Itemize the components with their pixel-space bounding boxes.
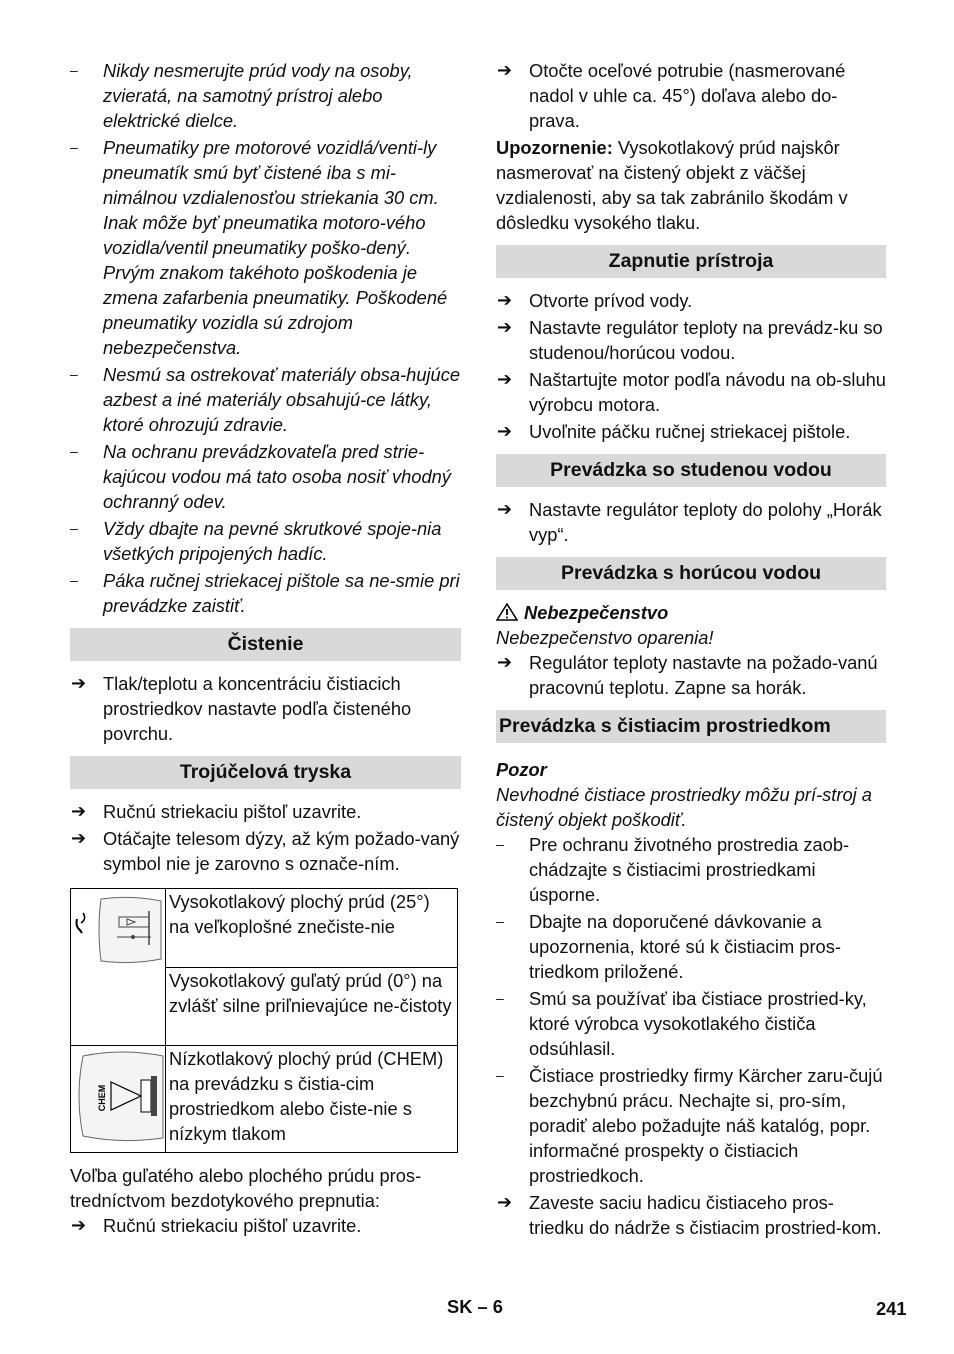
right-arrow-icon: ➔ [71, 673, 87, 693]
dash-icon: – [496, 990, 504, 1006]
danger-heading: Nebezpečenstvo [496, 600, 886, 625]
step-item: ➔ Nastavte regulátor teploty na prevádz-ku so studenou/horúcou vodou. [497, 317, 883, 363]
dash-icon: – [70, 443, 78, 459]
dash-icon: – [70, 366, 78, 382]
section-heading-cleaning: Čistenie [70, 628, 461, 661]
section-heading-start: Zapnutie prístroja [496, 245, 886, 278]
dash-icon: – [496, 1067, 504, 1083]
danger-text: Nebezpečenstvo oparenia! [496, 627, 714, 648]
right-column [496, 58, 886, 1242]
warning-item: – Vždy dbajte na pevné skrutkové spoje-nia všetkých pripojených hadíc. [70, 518, 442, 564]
step-item: ➔ Naštartujte motor podľa návodu na ob-sluhu výrobcu motora. [497, 369, 886, 415]
step-item: ➔ Regulátor teploty nastavte na požado-vanú pracovnú teplotu. Zapne sa horák. [497, 652, 878, 698]
nozzle-chem-icon [71, 1046, 165, 1146]
svg-text:CHEM: CHEM [97, 1084, 107, 1112]
right-arrow-icon: ➔ [71, 801, 87, 821]
right-arrow-icon: ➔ [497, 1192, 513, 1212]
warning-triangle-icon [496, 603, 518, 621]
note-item: – Dbajte na doporučené dávkovanie a upozornenia, ktoré sú k čistiacim pros-triedkom priložené. [496, 911, 841, 982]
footer-page-number: 241 [876, 1298, 907, 1319]
step-item: ➔ Zaveste saciu hadicu čistiaceho pros-triedku do nádrže s čistiacim prostried-kom. [497, 1192, 882, 1238]
caution-heading: Pozor [496, 759, 547, 780]
nozzle-chem-image [71, 1046, 166, 1153]
selection-text: Voľba guľatého alebo plochého prúdu pros-tredníctvom bezdotykového prepnutia: [70, 1165, 422, 1211]
step-item: ➔ Nastavte regulátor teploty do polohy „Horák vyp“. [497, 499, 882, 545]
dash-icon: – [70, 520, 78, 536]
step-item: ➔ Tlak/teplotu a koncentráciu čistiacich prostriedkov nastavte podľa čisteného povrchu. [71, 673, 412, 744]
safety-warnings-list [70, 58, 461, 618]
note-label: Upozornenie: [496, 137, 613, 158]
step-item: ➔ Uvoľnite páčku ručnej striekacej pištole. [497, 421, 851, 442]
note-item: – Čistiace prostriedky firmy Kärcher zaru-čujú bezchybnú prácu. Nechajte si, pro-sím, poradiť alebo požadujte náš katalóg, popr. informačné prospekty o čistiacich prostriedkoch. [496, 1065, 883, 1186]
left-column [70, 58, 461, 1240]
section-heading-nozzle: Trojúčelová tryska [70, 756, 461, 789]
right-arrow-icon: ➔ [71, 828, 87, 848]
nozzle-mode-text: Vysokotlakový plochý prúd (25°) na veľkoplošné znečiste-nie [166, 889, 458, 968]
note-text: Vysokotlakový prúd najskôr nasmerovať na čistený objekt z väčšej vzdialenosti, aby sa tak zabránilo škodám v dôsledku vysokého tlaku. [496, 137, 848, 233]
right-arrow-icon: ➔ [497, 369, 513, 389]
note-item: – Smú sa používať iba čistiace prostried-ky, ktoré výrobca vysokotlakého čističa odsúhlasil. [496, 988, 867, 1059]
dash-icon: – [70, 62, 78, 78]
step-item: ➔ Ručnú striekaciu pištoľ uzavrite. [71, 801, 362, 822]
step-item: ➔ Otáčajte telesom dýzy, až kým požado-vaný symbol nie je zarovno s označe-ním. [71, 828, 460, 874]
right-arrow-icon: ➔ [497, 499, 513, 519]
note-item: – Pre ochranu životného prostredia zaob-chádzajte s čistiacimi prostriedkami úsporne. [496, 834, 850, 905]
nozzle-table [70, 888, 458, 1153]
right-arrow-icon: ➔ [497, 652, 513, 672]
caution-text: Nevhodné čistiace prostriedky môžu prí-stroj a čistený objekt poškodiť. [496, 784, 872, 830]
footer-section-label: SK – 6 [447, 1296, 503, 1317]
nozzle-mode-text: Vysokotlakový guľatý prúd (0°) na zvlášť silne priľnievajúce ne-čistoty [166, 967, 458, 1046]
dash-icon: – [70, 139, 78, 155]
section-heading-detergent: Prevádzka s čistiacim prostriedkom [496, 710, 886, 743]
dash-icon: – [496, 913, 504, 929]
step-item: ➔ Ručnú striekaciu pištoľ uzavrite. [71, 1215, 362, 1236]
nozzle-rotate-icon [71, 889, 165, 1039]
nozzle-high-pressure-image [71, 889, 166, 1046]
table-row [71, 889, 458, 968]
section-heading-hot-water: Prevádzka s horúcou vodou [496, 557, 886, 590]
warning-item: – Nesmú sa ostrekovať materiály obsa-hujúce azbest a iné materiály obsahujú-ce látky, ktoré ohrozujú zdravie. [70, 364, 461, 435]
right-arrow-icon: ➔ [497, 317, 513, 337]
step-item: ➔ Otočte oceľové potrubie (nasmerované nadol v uhle ca. 45°) doľava alebo do-prava. [497, 60, 846, 131]
step-item: ➔ Otvorte prívod vody. [497, 290, 693, 311]
section-heading-cold-water: Prevádzka so studenou vodou [496, 454, 886, 487]
right-arrow-icon: ➔ [497, 421, 513, 441]
note-paragraph [496, 135, 886, 235]
right-arrow-icon: ➔ [497, 60, 513, 80]
dash-icon: – [496, 836, 504, 852]
warning-item: – Páka ručnej striekacej pištole sa ne-smie pri prevádzke zaistiť. [70, 570, 460, 616]
warning-item: – Nikdy nesmerujte prúd vody na osoby, zvieratá, na samotný prístroj alebo elektrické dielce. [70, 60, 413, 131]
right-arrow-icon: ➔ [71, 1215, 87, 1235]
table-row [71, 1046, 458, 1153]
right-arrow-icon: ➔ [497, 290, 513, 310]
nozzle-mode-text: Nízkotlakový plochý prúd (CHEM) na prevádzku s čistia-cim prostriedkom alebo čiste-nie s nízkym tlakom [166, 1046, 458, 1153]
warning-item: – Pneumatiky pre motorové vozidlá/venti-ly pneumatík smú byť čistené iba s mi-nimálnou vzdialenosťou striekania 30 cm. Inak môže byť pneumatika motoro-vého vozidla/ventil pneumatiky poško-dený. Prvým znakom takéhoto poškodenia je zmena zafarbenia pneumatiky. Poškodené pneumatiky vozidla sú zdrojom nebezpečenstva. [70, 137, 448, 358]
warning-item: – Na ochranu prevádzkovateľa pred strie-kajúcou vodou má tato osoba nosiť vhodný ochranný odev. [70, 441, 451, 512]
dash-icon: – [70, 572, 78, 588]
